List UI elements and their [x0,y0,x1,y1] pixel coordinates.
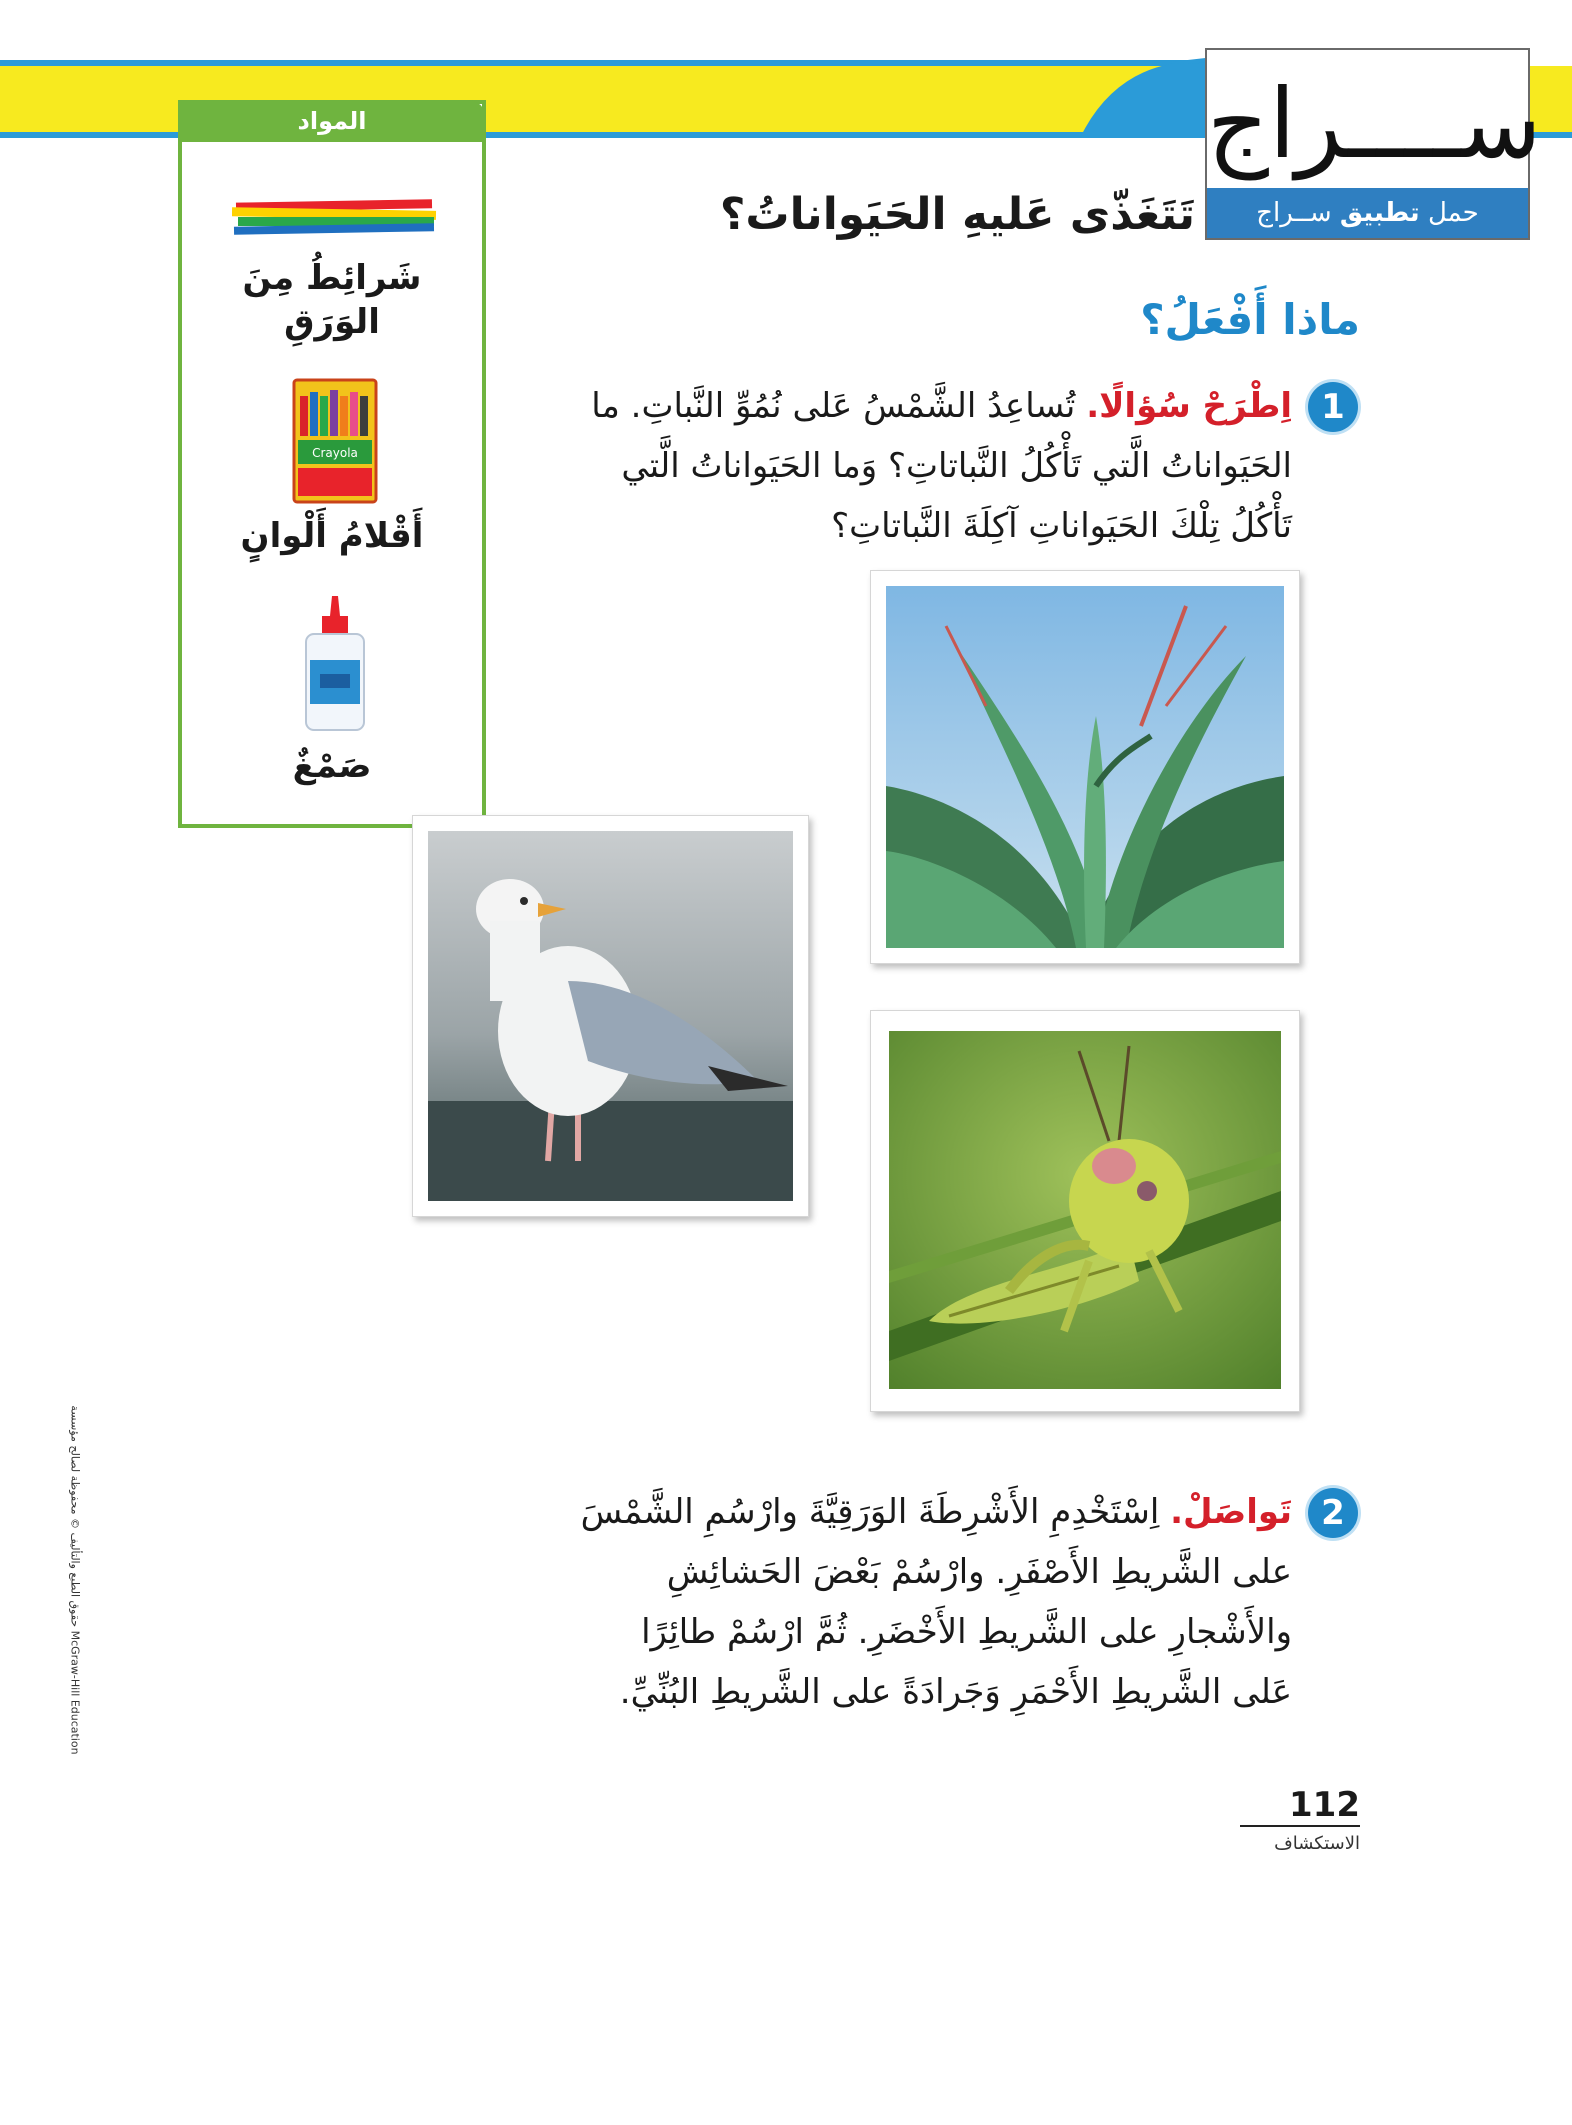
step-2-line-1-text: اِسْتَخْدِمِ الأَشْرِطَةَ الوَرَقِيَّةَ وارْسُمِ الشَّمْسَ [580,1492,1160,1532]
materials-title: المواد [178,100,486,142]
grasshopper-photo [870,1010,1300,1412]
step-2-text [520,1482,1292,1722]
step-2-lead: تَواصَلْ. [1170,1492,1292,1532]
step-1-line-3: تَأْكُلُ تِلْكَ الحَيَواناتِ آكِلَةَ النَّباتاتِ؟ [831,506,1292,546]
step-2-number: 2 [1308,1488,1358,1538]
step-2-line-3: والأَشْجارِ على الشَّريطِ الأَخْضَرِ. ثُمَّ ارْسُمْ طائِرًا [641,1612,1292,1652]
glue-bottle-icon [298,594,372,734]
page-section-label: الاستكشاف [1274,1833,1360,1854]
aloe-plant-photo [870,570,1300,964]
seagull-image [428,831,793,1201]
aloe-plant-image [886,586,1284,948]
step-1-line-1 [520,376,1292,436]
material-glue-label: صَمْغٌ [292,746,372,786]
step-1-number: 1 [1308,382,1358,432]
material-crayons-label: أَقْلامُ أَلْوانٍ [240,516,424,556]
tagline-emphasis: تطبيق [1339,198,1420,228]
seagull-photo [412,815,809,1217]
step-2-line-2: على الشَّريطِ الأَصْفَرِ. وارْسُمْ بَعْضَ الحَشائِشِ [666,1552,1292,1592]
paper-strips-icon [232,199,442,237]
step-1-text [520,376,1292,556]
step-2-line-1 [520,1482,1292,1542]
grasshopper-image [889,1031,1281,1389]
step-1-lead: اِطْرَحْ سُؤالًا. [1086,386,1292,426]
copyright-credit [60,1370,90,1790]
logo-tagline [1207,188,1528,238]
section-title: ماذا أَفْعَلُ؟ [1140,295,1360,344]
page-title: تَتَغَذّى عَليهِ الحَيَواناتُ؟ [719,189,1195,240]
step-2-line-4: عَلى الشَّريطِ الأَحْمَرِ وَجَرادَةً على الشَّريطِ البُنِّيِّ. [619,1672,1292,1712]
copyright-text: حقوق الطبع والتأليف © محفوظة لصالح مؤسسة McGraw-Hill Education [68,1405,82,1755]
tagline-prefix: حمل [1427,198,1479,228]
siraj-logo[interactable] [1205,48,1542,240]
crayon-box-text: Crayola [312,446,358,460]
tagline-suffix: ســراج [1256,198,1332,228]
step-1-line-1-text: تُساعِدُ الشَّمْسُ عَلى نُمُوِّ النَّباتِ. ما [591,386,1076,426]
material-paper-strips-label-2: الوَرَقِ [284,302,380,342]
crayons-box-icon [290,376,380,506]
page-number: 112 [1240,1785,1360,1827]
materials-panel [178,100,486,828]
step-1-line-2: الحَيَواناتُ الَّتي تَأْكُلُ النَّباتاتِ؟ وَما الحَيَواناتُ الَّتي [621,446,1292,486]
material-paper-strips-label-1: شَرائِطُ مِنَ [242,258,422,298]
logo-wordmark: ســــراج [1207,68,1542,180]
